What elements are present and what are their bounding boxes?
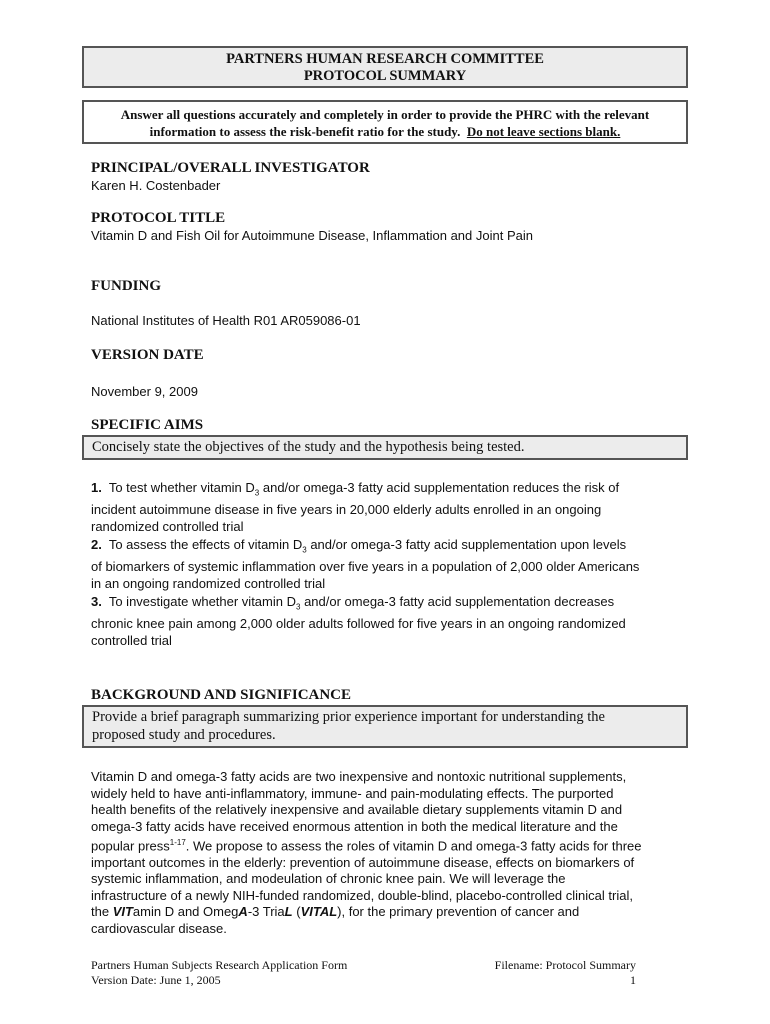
- background-prompt: Provide a brief paragraph summarizing prior experience important for understanding the proposed study and procedures.: [82, 705, 688, 748]
- version-date-heading: VERSION DATE: [91, 347, 204, 363]
- specific-aims-prompt: Concisely state the objectives of the study and the hypothesis being tested.: [82, 435, 688, 460]
- specific-aims-heading: SPECIFIC AIMS: [91, 417, 204, 433]
- instructions-line2: information to assess the risk-benefit ratio for the study. Do not leave sections blank.: [149, 124, 621, 139]
- footer-left: Partners Human Subjects Research Application Form Version Date: June 1, 2005: [91, 958, 348, 987]
- instructions-emphasis: Do not leave sections blank.: [466, 124, 621, 139]
- background-heading: BACKGROUND AND SIGNIFICANCE: [91, 687, 352, 703]
- instructions-box: [82, 100, 688, 144]
- instructions-line1: Answer all questions accurately and completely in order to provide the PHRC with the relevant: [120, 107, 650, 122]
- investigator-value: Karen H. Costenbader: [91, 178, 221, 193]
- page-number: 1: [630, 973, 636, 987]
- aim-item: 1. To test whether vitamin $D_3$ and/or omega-3 fatty acid supplementation reduces the risk of incident autoimmune disease in five years in 20,000 elderly adults enrolled in an ongoing randomized controlled trial: [91, 480, 620, 534]
- aim-item: 3. To investigate whether vitamin $D_3$ and/or omega-3 fatty acid supplementation decreases chronic knee pain among 2,000 older adults followed for five years in an ongoing randomized controlled trial: [91, 594, 626, 648]
- protocol-title-value: Vitamin D and Fish Oil for Autoimmune Disease, Inflammation and Joint Pain: [91, 228, 533, 243]
- aim-item: 2. To assess the effects of vitamin $D_3$ and/or omega-3 fatty acid supplementation upon levels of biomarkers of systemic inflammation over five years in a population of 2,000 older Americans in an ongoing randomized controlled trial: [91, 537, 640, 591]
- funding-heading: FUNDING: [91, 278, 161, 294]
- form-title-box: [82, 46, 688, 88]
- form-title-line2: PROTOCOL SUMMARY: [303, 68, 467, 84]
- form-title-line1: PARTNERS HUMAN RESEARCH COMMITTEE: [226, 51, 544, 67]
- footer-right: Filename: Protocol Summary 1: [488, 958, 636, 988]
- investigator-heading: PRINCIPAL/OVERALL INVESTIGATOR: [91, 160, 370, 176]
- background-paragraph: Vitamin D and omega-3 fatty acids are two inexpensive and nontoxic nutritional supplements, widely held to have anti-inflammatory, immune- and pain-modulating effects. The purported health benefits of the relatively inexpensive and available dietary supplements vitamin D and omega-3 fatty acids have received enormous attention in both the medical literature and the popular press$^{1-17}$. We propose to assess the roles of vitamin D and omega-3 fatty acids for three important outcomes in the elderly: prevention of autoimmune disease, effects on biomarkers of systemic inflammation, and modeulation of chronic knee pain. We will leverage the infrastructure of a newly NIH-funded randomized, double-blind, placebo-controlled clinical trial, the VITamin D and OmegA-3 TriaL (VITAL), for the primary prevention of cancer and cardiovascular disease.: [91, 769, 642, 936]
- funding-value: National Institutes of Health R01 AR059086-01: [91, 313, 361, 328]
- protocol-title-heading: PROTOCOL TITLE: [91, 210, 226, 226]
- version-date-value: November 9, 2009: [91, 384, 198, 399]
